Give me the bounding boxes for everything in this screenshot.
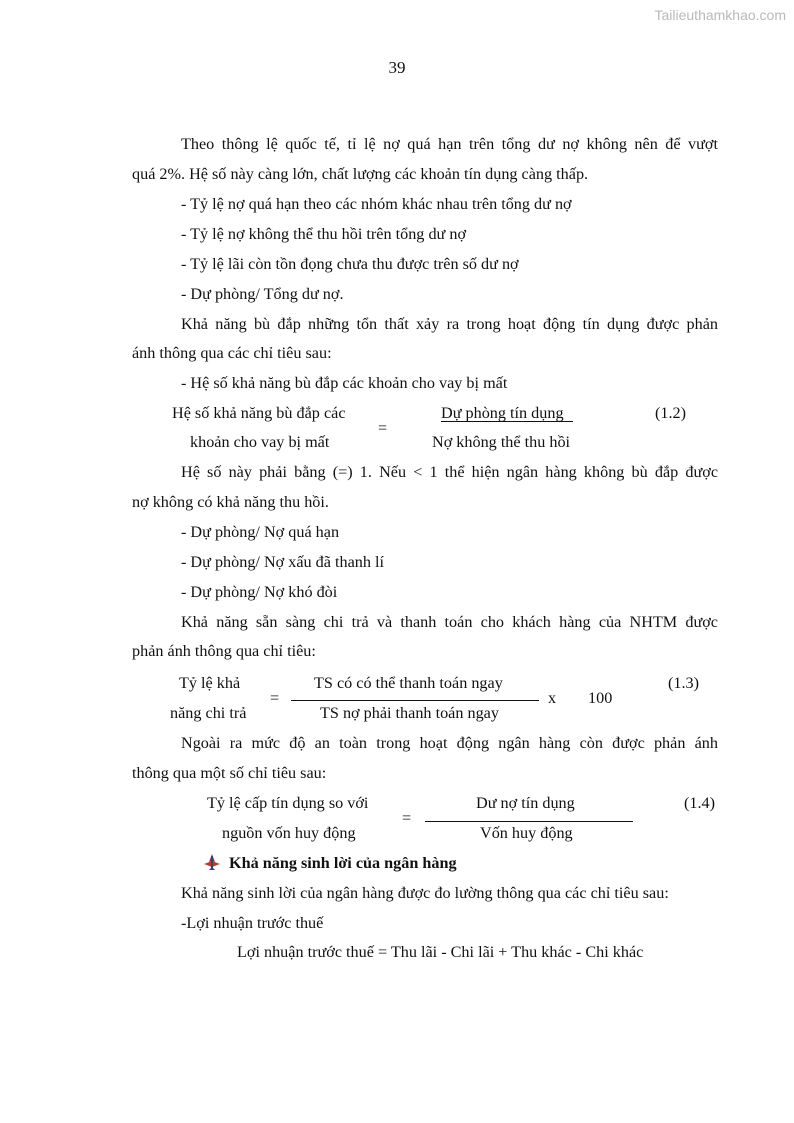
paragraph-line: thông qua một số chỉ tiêu sau: <box>132 764 327 782</box>
fraction-bar <box>291 700 539 701</box>
formula-denominator: TS nợ phải thanh toán ngay <box>320 704 499 722</box>
arrow-bullet-icon <box>203 853 221 871</box>
formula-profit: Lợi nhuận trước thuế = Thu lãi - Chi lãi + Thu khác - Chi khác <box>237 943 644 961</box>
list-item: -Lợi nhuận trước thuế <box>181 914 324 932</box>
paragraph-line: Khả năng bù đắp những tổn thất xảy ra trong hoạt động tín dụng được phản <box>181 315 718 333</box>
fraction-bar <box>425 821 633 822</box>
formula-left-line: Hệ số khả năng bù đắp các <box>172 404 346 422</box>
list-item: - Dự phòng/ Tổng dư nợ. <box>181 285 344 303</box>
list-item: - Dự phòng/ Nợ khó đòi <box>181 583 338 601</box>
list-item: - Dự phòng/ Nợ quá hạn <box>181 523 340 541</box>
formula-numerator: Dự phòng tín dụng <box>441 404 564 422</box>
formula-times: x <box>548 689 557 707</box>
formula-left-line: năng chi trả <box>170 704 247 722</box>
formula-equals: = <box>378 419 388 437</box>
watermark: Tailieuthamkhao.com <box>654 7 786 23</box>
paragraph-line: Khả năng sẵn sàng chi trả và thanh toán cho khách hàng của NHTM được <box>181 613 718 631</box>
list-item: - Tỷ lệ nợ quá hạn theo các nhóm khác nhau trên tổng dư nợ <box>181 195 572 213</box>
paragraph-line: Hệ số này phải bằng (=) 1. Nếu < 1 thể hiện ngân hàng không bù đắp được <box>181 463 718 481</box>
paragraph-line: Ngoài ra mức độ an toàn trong hoạt động ngân hàng còn được phản ánh <box>181 734 718 752</box>
paragraph-line: Khả năng sinh lời của ngân hàng được đo lường thông qua các chỉ tiêu sau: <box>181 884 669 902</box>
paragraph-line: nợ không có khả năng thu hồi. <box>132 493 329 511</box>
formula-denominator: Nợ không thể thu hồi <box>432 433 571 451</box>
section-heading: Khả năng sinh lời của ngân hàng <box>229 854 457 872</box>
formula-label: (1.3) <box>668 674 700 692</box>
paragraph-line: ánh thông qua các chỉ tiêu sau: <box>132 344 332 362</box>
list-item: - Tỷ lệ lãi còn tồn đọng chưa thu được trên số dư nợ <box>181 255 519 273</box>
formula-denominator: Vốn huy động <box>480 824 573 842</box>
formula-numerator: Dư nợ tín dụng <box>476 794 575 812</box>
formula-equals: = <box>402 809 412 827</box>
formula-left-line: Tỷ lệ khả <box>179 674 241 692</box>
formula-label: (1.4) <box>684 794 716 812</box>
formula-left-line: Tỷ lệ cấp tín dụng so với <box>207 794 369 812</box>
paragraph-line: quá 2%. Hệ số này càng lớn, chất lượng các khoản tín dụng càng thấp. <box>132 165 589 183</box>
formula-label: (1.2) <box>655 404 687 422</box>
fraction-bar <box>441 421 573 422</box>
formula-equals: = <box>270 689 280 707</box>
list-item: - Hệ số khả năng bù đắp các khoản cho vay bị mất <box>181 374 508 392</box>
list-item: - Tỷ lệ nợ không thể thu hồi trên tổng dư nợ <box>181 225 467 243</box>
formula-left-line: nguồn vốn huy động <box>222 824 356 842</box>
formula-left-line: khoản cho vay bị mất <box>190 433 330 451</box>
paragraph-line: Theo thông lệ quốc tế, tỉ lệ nợ quá hạn trên tổng dư nợ không nên để vượt <box>181 135 718 153</box>
paragraph-line: phản ánh thông qua chỉ tiêu: <box>132 642 316 660</box>
page-number: 39 <box>388 58 406 77</box>
formula-numerator: TS có có thể thanh toán ngay <box>314 674 503 692</box>
list-item: - Dự phòng/ Nợ xấu đã thanh lí <box>181 553 385 571</box>
formula-multiplier: 100 <box>588 689 613 707</box>
